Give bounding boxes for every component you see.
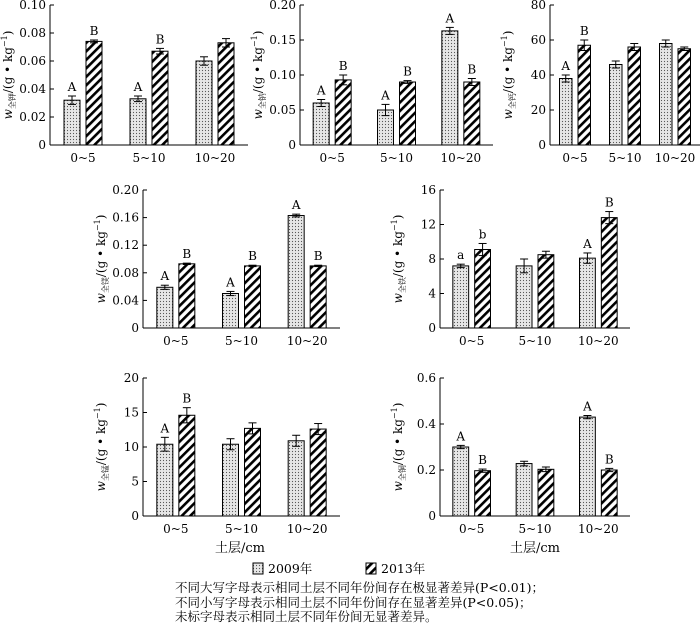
bar-2009 [453,266,469,328]
significance-letter: B [604,452,614,467]
significance-letter: A [133,80,143,94]
bar-2013 [310,266,326,328]
bar-2013 [475,250,491,328]
y-tick-label: 8 [428,252,436,266]
x-tick-label: 5~10 [608,151,642,165]
x-tick-label: 10~20 [286,334,328,348]
y-tick-label: 0 [428,509,436,523]
significance-letter: a [457,248,465,263]
y-tick-label: 10 [123,440,139,454]
significance-letter: A [160,269,170,284]
significance-letter: A [226,275,235,290]
x-tick-label: 0~5 [459,334,485,348]
bar-2013 [601,218,617,328]
y-tick-label: 40 [530,68,546,82]
legend-swatch-2013 [366,563,376,574]
y-tick-label: 80 [530,0,546,12]
bar-2013 [218,43,234,145]
y-tick-label: 0 [131,321,139,335]
chart-panel-4 [93,183,340,348]
significance-letter: B [182,247,192,262]
bar-2013 [310,429,326,516]
y-axis-label: $w_{全锰}/(g$ • $kg^{-1}$) [93,402,110,492]
y-tick-label: 0.10 [19,0,46,12]
y-axis-label: $w_{全镁}/(g$ • $kg^{-1}$) [93,214,110,304]
bar-2013 [475,471,491,516]
y-tick-label: 4 [428,286,436,301]
x-axis-label-left: 土层/cm [215,541,265,556]
x-tick-label: 10~20 [578,522,619,536]
y-tick-label: 20 [123,371,139,385]
y-axis-label: $w_{全铜}/(g$ • $kg^{-1}$) [390,402,407,492]
x-tick-label: 10~20 [578,334,619,348]
y-tick-label: 0.2 [416,463,436,477]
bar-2013 [601,470,617,516]
y-tick-label: 0 [428,321,436,335]
x-tick-label: 5~10 [518,522,552,536]
x-tick-label: 0~5 [562,151,588,165]
chart-panel-7 [390,371,630,536]
x-tick-label: 10~20 [440,151,482,165]
x-tick-label: 5~10 [132,151,166,165]
significance-letter: A [445,11,455,26]
bar-2013 [578,45,591,145]
bar-2013 [464,82,480,145]
bar-2009 [516,266,532,328]
bar-2009 [442,31,458,145]
significance-letter: A [583,236,592,251]
y-tick-label: 0 [131,509,139,523]
y-axis-label: $w_{全钾}/(g$ • $kg^{-1}$) [0,30,17,120]
x-tick-label: 0~5 [459,522,485,536]
y-axis-label: $w_{全钠}/(g$ • $kg^{-1}$) [250,30,267,120]
bar-2013 [86,41,102,145]
legend-label-2009: 2009年 [268,561,313,576]
bar-2009 [157,444,173,516]
bar-2013 [152,51,168,145]
chart-panel-5 [390,183,630,348]
y-tick-label: 0.16 [112,210,139,225]
x-tick-label: 0~5 [163,522,189,536]
y-tick-label: 0.10 [269,68,296,82]
x-tick-label: 5~10 [518,334,552,348]
y-tick-label: 0.4 [416,417,436,431]
x-tick-label: 10~20 [286,522,328,536]
significance-letter: A [456,429,466,444]
x-tick-label: 0~5 [163,334,189,348]
y-tick-label: 0.06 [19,54,46,68]
bar-2009 [610,65,623,146]
legend [253,561,425,576]
bar-2009 [223,294,239,329]
bar-2013 [179,264,195,328]
significance-letter: A [381,88,390,103]
y-tick-label: 20 [530,103,546,117]
x-tick-label: 0~5 [70,151,96,165]
bar-2013 [538,255,554,328]
x-tick-label: 10~20 [654,151,696,165]
significance-letter: B [248,249,257,264]
significance-letter: B [467,62,477,77]
y-tick-label: 5 [131,474,139,489]
significance-letter: B [403,64,412,79]
note-line-3: 未标字母表示相同土层不同年份间无显著差异。 [175,609,438,624]
y-tick-label: 15 [123,405,139,420]
y-tick-label: 0.08 [19,26,46,40]
bar-2013 [538,469,554,516]
y-tick-label: 60 [530,33,546,47]
bar-2009 [130,99,146,145]
bar-2013 [628,47,641,145]
bar-2009 [660,44,673,146]
chart-panel-2 [250,0,493,165]
y-tick-label: 0.02 [19,110,46,124]
significance-letter: B [579,24,589,38]
significance-letter: b [478,227,487,242]
bar-2009 [64,100,80,145]
bar-2009 [516,464,532,516]
x-tick-label: 5~10 [380,151,413,165]
significance-letter: A [67,80,77,94]
y-tick-label: 0.04 [112,293,139,308]
significance-letter: B [182,391,192,406]
significance-notes [175,581,695,625]
bar-2009 [223,444,239,516]
y-tick-label: 16 [420,183,436,197]
x-tick-label: 10~20 [194,151,236,165]
note-line-2: 不同小写字母表示相同土层不同年份间存在显著差异(P<0.05)； [175,594,532,610]
y-tick-label: 12 [420,217,436,232]
y-tick-label: 0 [538,138,546,152]
y-tick-label: 0.6 [416,371,436,385]
significance-letter: B [89,24,99,38]
bar-2009 [580,258,596,328]
legend-swatch-2009 [253,563,263,574]
x-tick-label: 0~5 [319,151,345,165]
bar-2013 [245,266,261,328]
significance-letter: A [160,421,170,436]
y-tick-label: 0.20 [112,183,139,197]
chart-panel-6 [93,371,340,536]
chart-panel-1 [0,0,248,165]
significance-letter: A [583,399,592,414]
significance-letter: B [155,32,165,47]
bar-2009 [580,417,596,516]
bar-2009 [560,79,573,146]
y-tick-label: 0.04 [19,82,46,96]
x-axis-label-right: 土层/cm [510,541,560,556]
y-tick-label: 0.20 [269,0,296,12]
bar-2009 [196,61,212,145]
y-tick-label: 0.05 [269,103,296,117]
note-line-1: 不同大写字母表示相同土层不同年份间存在极显著差异(P<0.01)； [175,580,544,595]
y-tick-label: 0 [288,138,296,152]
x-tick-label: 5~10 [225,334,258,348]
bar-2013 [400,82,416,145]
bar-2009 [288,216,304,328]
y-tick-label: 0 [38,138,46,152]
bar-2009 [453,447,469,516]
y-tick-label: 0.12 [112,238,139,253]
legend-label-2013: 2013年 [381,561,426,576]
significance-letter: B [338,59,348,73]
y-axis-label: $w_{全铁}/(g$ • $kg^{-1}$) [390,214,407,304]
y-axis-label: $w_{全钙}/(g$ • $kg^{-1}$) [500,30,517,120]
bar-2009 [313,103,329,145]
significance-letter: A [291,198,301,213]
bar-2013 [335,80,351,145]
bar-2009 [288,441,304,516]
significance-letter: B [478,453,487,468]
bar-2013 [678,49,691,145]
significance-letter: B [313,249,323,264]
y-tick-label: 0.15 [269,33,296,47]
significance-letter: A [561,59,571,73]
significance-letter: B [604,195,614,210]
bar-2013 [179,415,195,516]
significance-letter: A [316,83,326,98]
bar-2009 [157,287,173,328]
chart-panel-3 [500,0,700,165]
x-tick-label: 5~10 [225,522,258,536]
bar-2013 [245,428,261,516]
y-tick-label: 0.08 [112,265,139,280]
